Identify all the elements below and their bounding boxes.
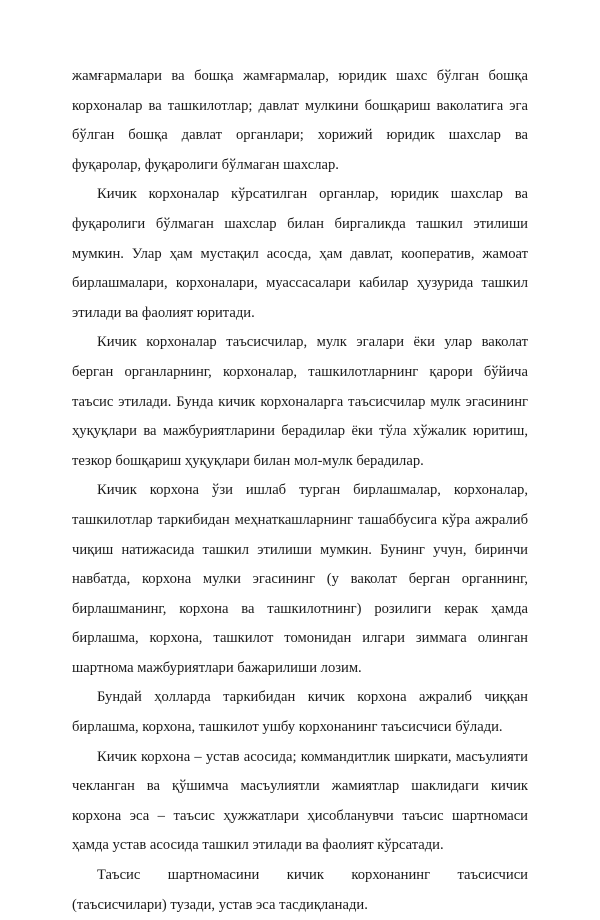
paragraph-7: Таъсис шартномасини кичик корхонанинг таъсисчиси (таъсисчилари) тузади, устав эса тасдиқланади. — [72, 867, 528, 913]
document-page — [72, 62, 528, 920]
paragraph-1: жамғармалари ва бошқа жамғармалар, юридик шахс бўлган бошқа корхоналар ва ташкилотлар; давлат мулкини бошқариш ваколатига эга бўлган бошқа давлат органлари; хорижий юридик шахслар ва фуқаролар, фуқаролиги бўлмаган шахслар. — [72, 68, 528, 173]
paragraph-4: Кичик корхона ўзи ишлаб турган бирлашмалар, корхоналар, ташкилотлар таркибидан меҳнаткашларнинг ташаббусига кўра ажралиб чиқиш натижасида ташкил этилиши мумкин. Бунинг учун, биринчи навбатда, корхона мулки эгасининг (у ваколат берган органнинг, бирлашманинг, корхона ва ташкилотнинг) розилиги керак ҳамда бирлашма, корхона, ташкилот томонидан илгари зиммага олинган шартнома мажбуриятлари бажарилиши лозим. — [72, 482, 528, 676]
paragraph-5: Бундай ҳолларда таркибидан кичик корхона ажралиб чиққан бирлашма, корхона, ташкилот ушбу корхонанинг таъсисчиси бўлади. — [72, 689, 528, 736]
paragraph-6: Кичик корхона – устав асосида; коммандитлик ширкати, масъулияти чекланган ва қўшимча масъулиятли жамиятлар шаклидаги кичик корхона эса – таъсис ҳужжатлари ҳисобланувчи таъсис шартномаси ҳамда устав асосида ташкил этилади ва фаолият кўрсатади. — [72, 748, 528, 854]
paragraph-3: Кичик корхоналар таъсисчилар, мулк эгалари ёки улар ваколат берган органларнинг, корхоналар, ташкилотларнинг қарори бўйича таъсис этилади. Бунда кичик корхоналарга таъсисчилар мулк эгасининг ҳуқуқлари ва мажбуриятларини берадилар ёки тўла хўжалик юритиш, тезкор бошқариш ҳуқуқлари билан мол-мулк берадилар. — [72, 334, 528, 469]
paragraph-2: Кичик корхоналар кўрсатилган органлар, юридик шахслар ва фуқаролиги бўлмаган шахслар билан биргаликда ташкил этилиши мумкин. Улар ҳам мустақил асосда, ҳам давлат, кооператив, жамоат бирлашмалари, корхоналари, муассасалари кабилар ҳузурида ташкил этилади ва фаолият юритади. — [72, 186, 528, 321]
